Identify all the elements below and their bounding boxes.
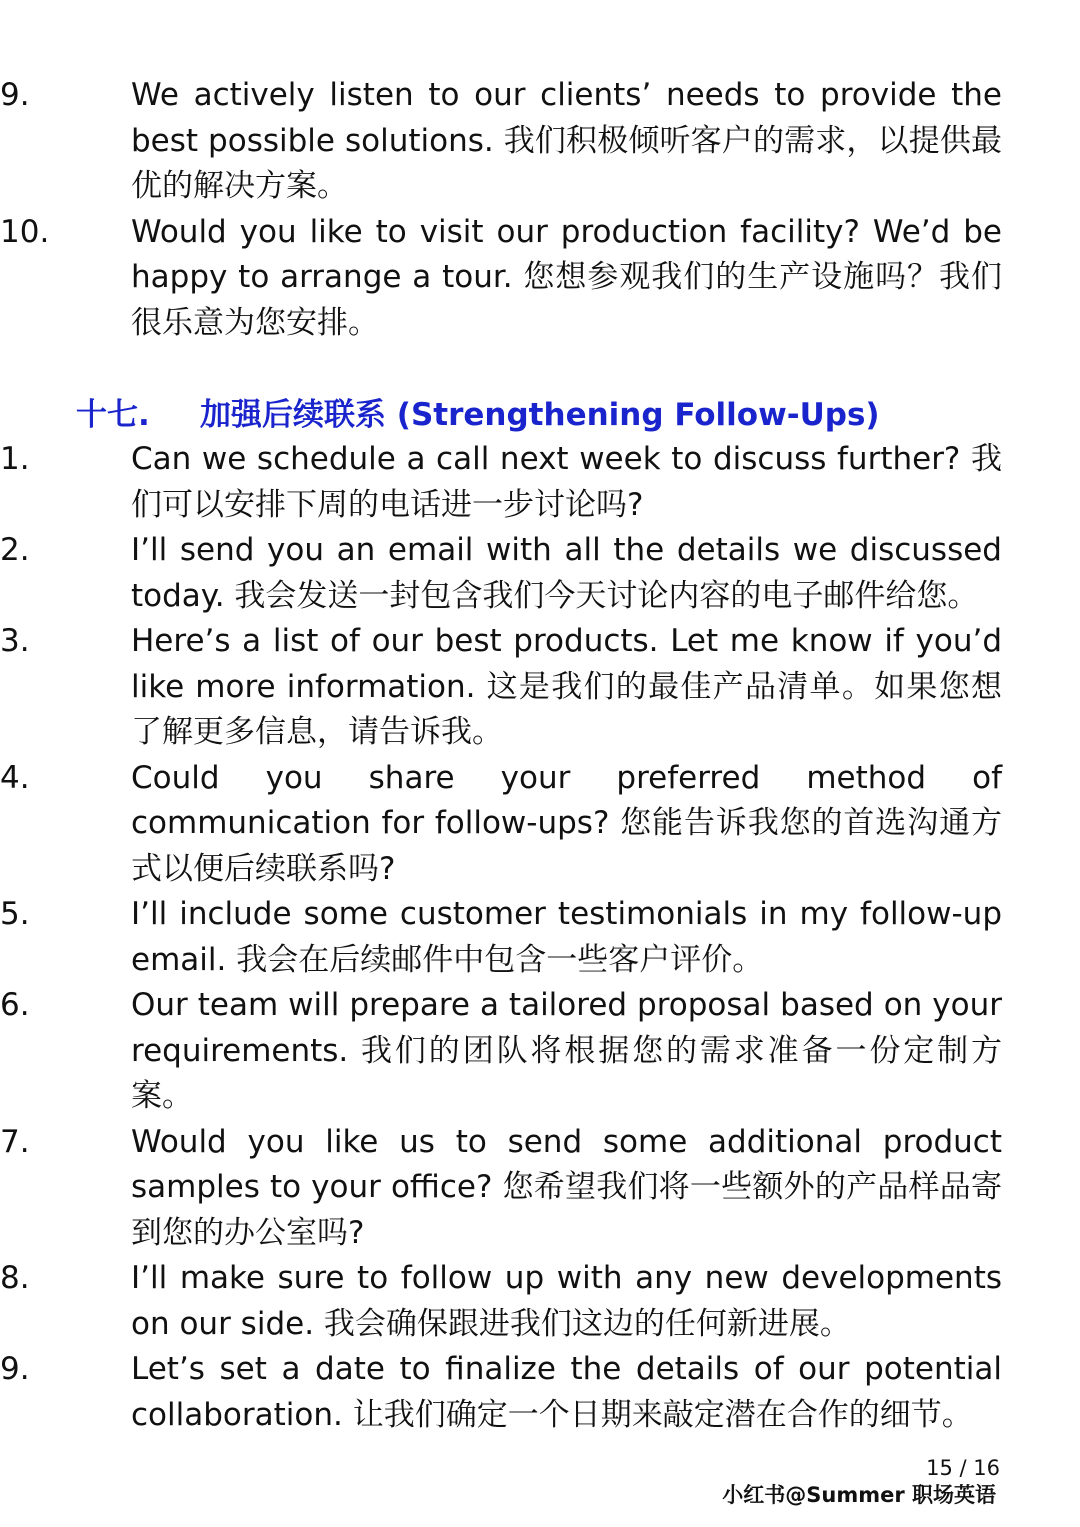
item-number: 4. [0,759,30,796]
item-text: Can we schedule a call next week to discuss further? 我们可以安排下周的电话进一步讨论吗? [131,441,1002,523]
item-text: I’ll include some customer testimonials in my follow-up email. 我会在后续邮件中包含一些客户评价。 [131,896,1002,978]
item-number: 5. [0,896,30,932]
item-text: We actively listen to our clients’ needs to provide the best possible solutions. 我们积极倾听客户的需求，以提供最优的解决方案。 [131,77,1002,204]
list-item [0,437,1080,528]
section-number: 十七. [76,397,150,433]
item-number: 6. [0,987,30,1023]
list-item [0,1120,1080,1257]
item-number: 10. [0,213,50,250]
list-item [0,1256,1080,1347]
item-number: 2. [0,532,30,568]
item-number: 8. [0,1260,30,1296]
page-number: 15 / 16 [926,1456,1000,1480]
list-item [0,892,1080,983]
section-title: 加强后续联系 (Strengthening Follow-Ups) [200,397,880,433]
item-number: 1. [0,441,30,477]
list-item [0,73,1080,210]
item-number: 3. [0,623,30,659]
item-text: I’ll make sure to follow up with any new developments on our side. 我会确保跟进我们这边的任何新进展。 [131,1260,1002,1342]
item-number: 7. [0,1123,30,1160]
list-item [0,1347,1080,1438]
item-text: Let’s set a date to finalize the details of our potential collaboration. 让我们确定一个日期来敲定潜在合作的细节。 [131,1351,1002,1433]
item-number: 9. [0,77,30,113]
list-item [0,756,1080,893]
list-item [0,619,1080,756]
list-item [0,210,1080,347]
section-heading [76,393,880,438]
item-text: I’ll send you an email with all the details we discussed today. 我会发送一封包含我们今天讨论内容的电子邮件给您。 [131,532,1002,614]
item-text: Our team will prepare a tailored proposal based on your requirements. 我们的团队将根据您的需求准备一份定制方案。 [131,987,1002,1114]
list-item [0,528,1080,619]
item-text: Here’s a list of our best products. Let me know if you’d like more information. 这是我们的最佳产品清单。如果您想了解更多信息，请告诉我。 [131,623,1002,750]
list-item [0,983,1080,1120]
item-text: Would you like to visit our production facility? We’d be happy to arrange a tour. 您想参观我们的生产设施吗？我们很乐意为您安排。 [131,213,1002,341]
section-list [0,437,1080,1438]
continued-list [0,73,1080,346]
item-number: 9. [0,1351,30,1387]
item-text: Would you like us to send some additional product samples to your office? 您希望我们将一些额外的产品样品寄到您的办公室吗? [131,1123,1002,1251]
item-text: Could you share your preferred method of communication for follow-ups? 您能告诉我您的首选沟通方式以便后续联系吗? [131,759,1002,887]
brand-watermark: 小红书@Summer 职场英语 [722,1483,996,1507]
